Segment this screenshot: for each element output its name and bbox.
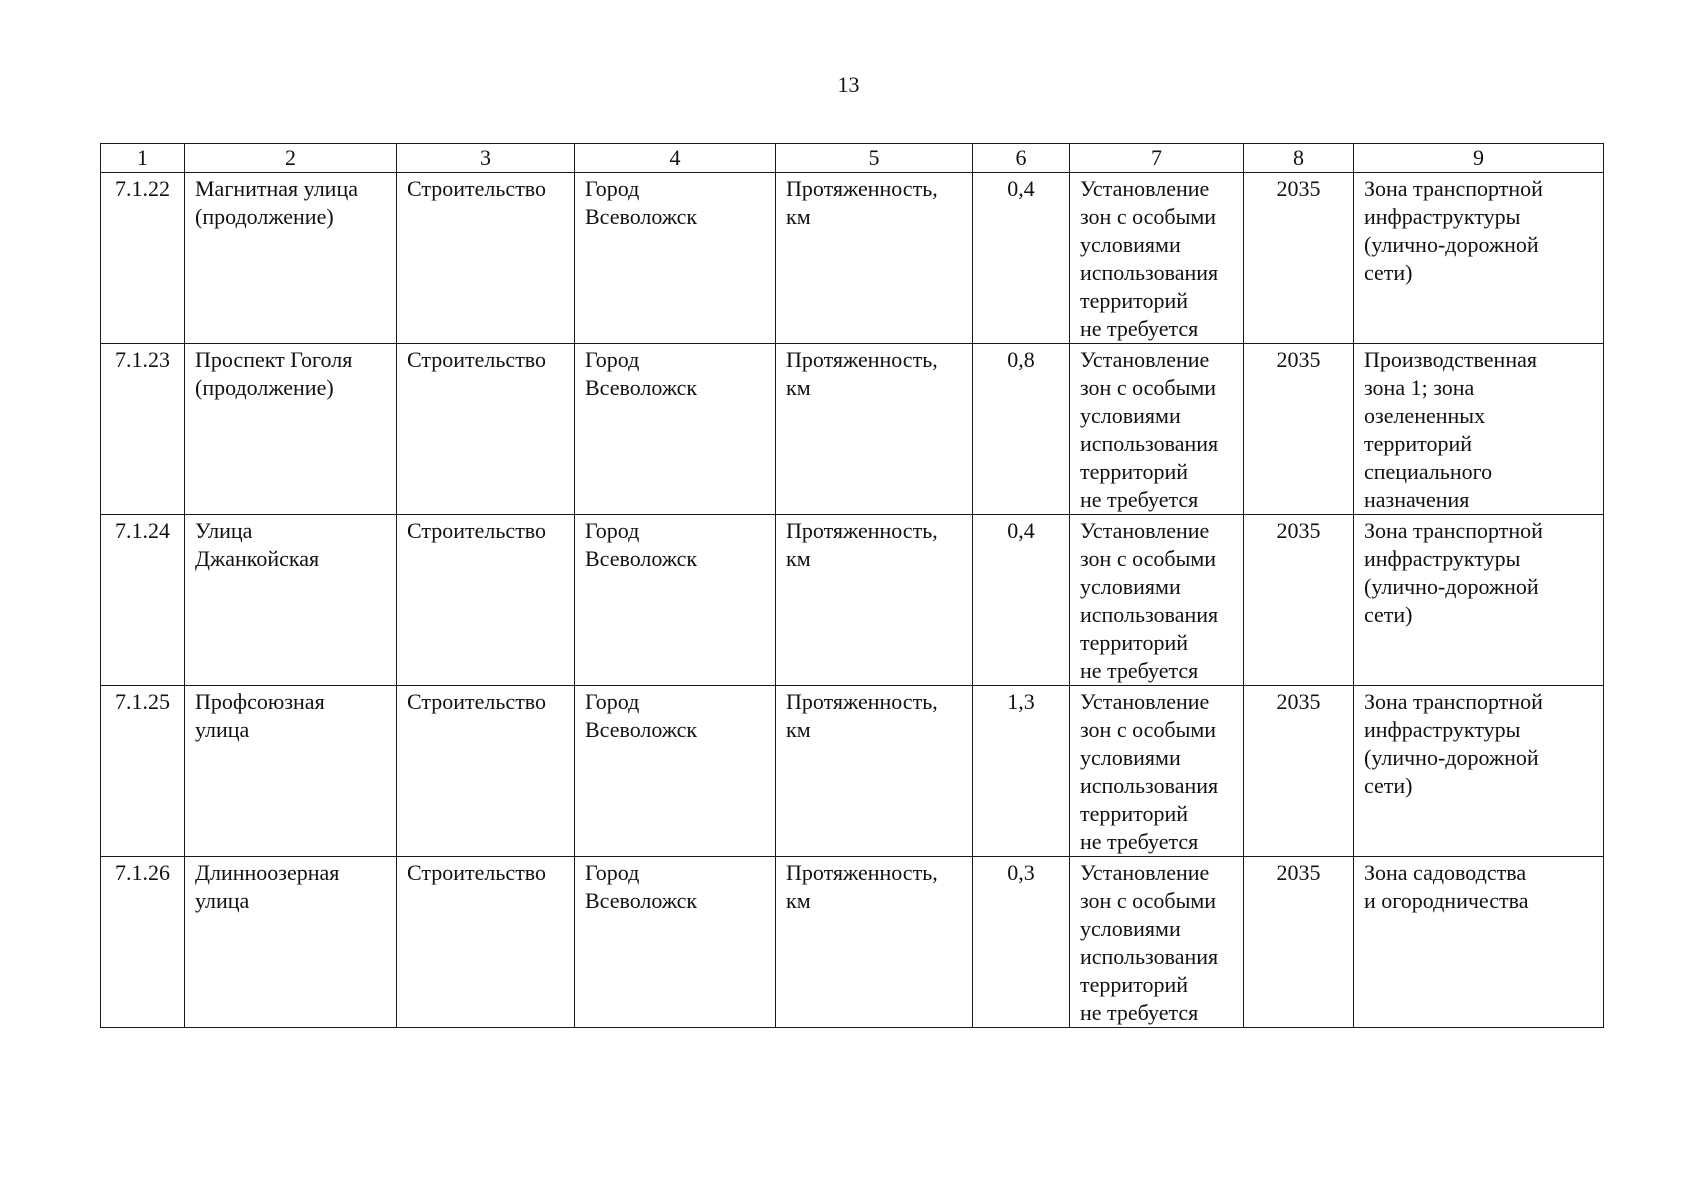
year-cell xyxy=(1244,686,1354,857)
location-cell xyxy=(575,515,776,686)
year-cell xyxy=(1244,857,1354,1028)
object-name-cell xyxy=(185,857,397,1028)
year-cell xyxy=(1244,344,1354,515)
functional-zone: Зона транспортной инфраструктуры (улично-дорожной сети) xyxy=(1364,518,1543,627)
work-type-cell xyxy=(397,686,575,857)
value: 0,4 xyxy=(1007,518,1035,543)
zones: Установление зон с особыми условиями использования территорий не требуется xyxy=(1080,347,1219,512)
row-number-cell xyxy=(101,686,185,857)
table-row xyxy=(101,857,1604,1028)
value-cell xyxy=(973,515,1070,686)
object-name-cell xyxy=(185,686,397,857)
location: Город Всеволожск xyxy=(585,176,698,229)
functional-zone: Зона транспортной инфраструктуры (улично-дорожной сети) xyxy=(1364,689,1543,798)
location-cell xyxy=(575,686,776,857)
objects-table xyxy=(100,143,1604,1028)
work-type-cell xyxy=(397,173,575,344)
column-header: 2 xyxy=(185,144,397,173)
value-cell xyxy=(973,344,1070,515)
functional-zone: Зона транспортной инфраструктуры (улично-дорожной сети) xyxy=(1364,176,1543,285)
row-number-cell xyxy=(101,857,185,1028)
location: Город Всеволожск xyxy=(585,860,698,913)
functional-zone: Производственная зона 1; зона озелененных территорий специального назначения xyxy=(1364,347,1537,512)
parameter: Протяженность, км xyxy=(786,860,938,913)
year: 2035 xyxy=(1276,347,1321,372)
functional-zone-cell xyxy=(1354,515,1604,686)
functional-zone-cell xyxy=(1354,344,1604,515)
year-cell xyxy=(1244,173,1354,344)
work-type: Строительство xyxy=(407,347,547,372)
work-type: Строительство xyxy=(407,860,547,885)
parameter-cell xyxy=(776,857,973,1028)
column-header: 1 xyxy=(101,144,185,173)
zones-cell xyxy=(1070,173,1244,344)
parameter-cell xyxy=(776,344,973,515)
zones: Установление зон с особыми условиями использования территорий не требуется xyxy=(1080,176,1219,341)
value: 0,3 xyxy=(1007,860,1035,885)
row-number: 7.1.24 xyxy=(115,518,170,543)
year: 2035 xyxy=(1276,176,1321,201)
value: 1,3 xyxy=(1007,689,1035,714)
parameter-cell xyxy=(776,515,973,686)
table-row xyxy=(101,173,1604,344)
parameter: Протяженность, км xyxy=(786,518,938,571)
table-header xyxy=(101,144,1604,173)
zones-cell xyxy=(1070,344,1244,515)
value-cell xyxy=(973,686,1070,857)
table-row xyxy=(101,515,1604,686)
work-type: Строительство xyxy=(407,518,547,543)
table-row xyxy=(101,344,1604,515)
column-header: 5 xyxy=(776,144,973,173)
value-cell xyxy=(973,173,1070,344)
location-cell xyxy=(575,173,776,344)
column-header: 6 xyxy=(973,144,1070,173)
object-name-cell xyxy=(185,344,397,515)
value: 0,4 xyxy=(1007,176,1035,201)
location-cell xyxy=(575,857,776,1028)
zones-cell xyxy=(1070,857,1244,1028)
object-name-cell xyxy=(185,515,397,686)
zones: Установление зон с особыми условиями использования территорий не требуется xyxy=(1080,689,1219,854)
zones: Установление зон с особыми условиями использования территорий не требуется xyxy=(1080,860,1219,1025)
column-header: 3 xyxy=(397,144,575,173)
work-type-cell xyxy=(397,515,575,686)
row-number: 7.1.23 xyxy=(115,347,170,372)
object-name: Длинноозерная улица xyxy=(195,860,340,913)
zones-cell xyxy=(1070,686,1244,857)
row-number-cell xyxy=(101,344,185,515)
page-number: 13 xyxy=(837,72,860,97)
object-name: Проспект Гоголя (продолжение) xyxy=(195,347,353,400)
parameter-cell xyxy=(776,173,973,344)
column-header: 8 xyxy=(1244,144,1354,173)
column-header: 4 xyxy=(575,144,776,173)
value: 0,8 xyxy=(1007,347,1035,372)
functional-zone-cell xyxy=(1354,686,1604,857)
location: Город Всеволожск xyxy=(585,689,698,742)
zones: Установление зон с особыми условиями использования территорий не требуется xyxy=(1080,518,1219,683)
functional-zone: Зона садоводства и огородничества xyxy=(1364,860,1529,913)
functional-zone-cell xyxy=(1354,857,1604,1028)
table-row xyxy=(101,686,1604,857)
year: 2035 xyxy=(1276,860,1321,885)
parameter-cell xyxy=(776,686,973,857)
object-name: Улица Джанкойская xyxy=(195,518,320,571)
row-number-cell xyxy=(101,173,185,344)
parameter: Протяженность, км xyxy=(786,689,938,742)
row-number: 7.1.22 xyxy=(115,176,170,201)
year: 2035 xyxy=(1276,518,1321,543)
location: Город Всеволожск xyxy=(585,347,698,400)
work-type: Строительство xyxy=(407,176,547,201)
value-cell xyxy=(973,857,1070,1028)
year: 2035 xyxy=(1276,689,1321,714)
object-name: Магнитная улица (продолжение) xyxy=(195,176,358,229)
location-cell xyxy=(575,344,776,515)
object-name: Профсоюзная улица xyxy=(195,689,325,742)
work-type-cell xyxy=(397,344,575,515)
work-type: Строительство xyxy=(407,689,547,714)
row-number: 7.1.26 xyxy=(115,860,170,885)
functional-zone-cell xyxy=(1354,173,1604,344)
parameter: Протяженность, км xyxy=(786,176,938,229)
table-body xyxy=(101,173,1604,1028)
row-number: 7.1.25 xyxy=(115,689,170,714)
object-name-cell xyxy=(185,173,397,344)
column-header: 9 xyxy=(1354,144,1604,173)
column-header: 7 xyxy=(1070,144,1244,173)
parameter: Протяженность, км xyxy=(786,347,938,400)
row-number-cell xyxy=(101,515,185,686)
header-row xyxy=(101,144,1604,173)
year-cell xyxy=(1244,515,1354,686)
location: Город Всеволожск xyxy=(585,518,698,571)
zones-cell xyxy=(1070,515,1244,686)
work-type-cell xyxy=(397,857,575,1028)
